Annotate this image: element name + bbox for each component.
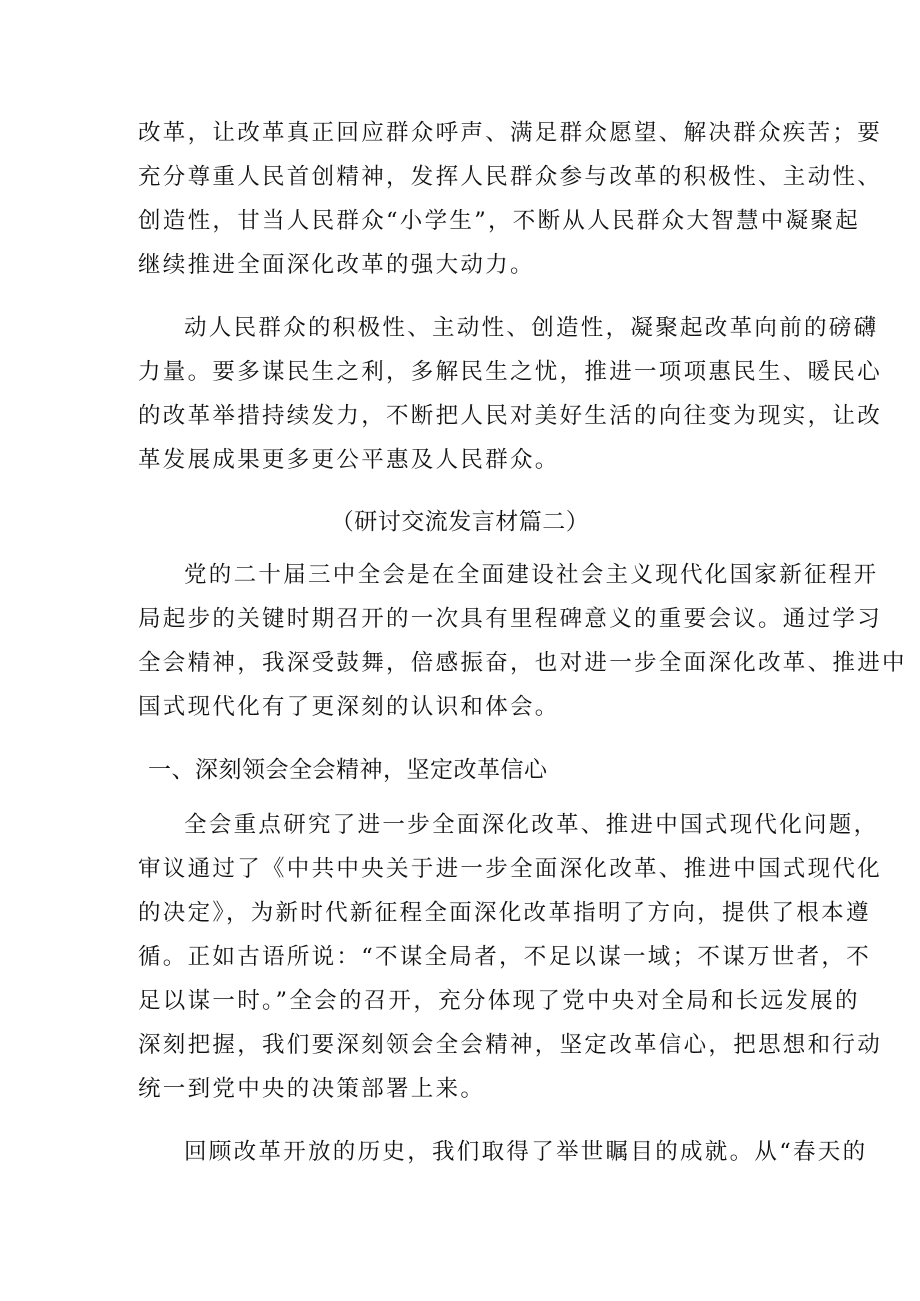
- paragraph-line: 动人民群众的积极性、主动性、创造性，凝聚起改革向前的磅礴: [184, 315, 879, 341]
- paragraph-line: 深刻把握，我们要深刻领会全会精神，坚定改革信心，把思想和行动: [138, 1032, 883, 1058]
- section-title: （研讨交流发言材篇二）: [330, 509, 590, 535]
- paragraph-line: 回顾改革开放的历史，我们取得了举世瞩目的成就。从“春天的: [184, 1139, 868, 1165]
- paragraph-line: 充分尊重人民首创精神，发挥人民群众参与改革的积极性、主动性、: [138, 164, 883, 190]
- paragraph-line: 全会精神，我深受鼓舞，倍感振奋，也对进一步全面深化改革、推进中: [138, 650, 907, 676]
- paragraph-line: 足以谋一时。”全会的召开，充分体现了党中央对全局和长远发展的: [138, 988, 860, 1014]
- paragraph-line: 统一到党中央的决策部署上来。: [138, 1076, 486, 1102]
- paragraph-line: 国式现代化有了更深刻的认识和体会。: [138, 694, 560, 720]
- paragraph-line: 局起步的关键时期召开的一次具有里程碑意义的重要会议。通过学习: [138, 606, 883, 632]
- paragraph-line: 的决定》，为新时代新征程全面深化改革指明了方向，提供了根本遵: [138, 900, 871, 926]
- paragraph-line: 全会重点研究了进一步全面深化改革、推进中国式现代化问题，: [184, 812, 879, 838]
- paragraph-line: 力量。要多谋民生之利，多解民生之忧，推进一项项惠民生、暖民心: [138, 359, 883, 385]
- paragraph-line: 继续推进全面深化改革的强大动力。: [138, 252, 535, 278]
- paragraph-line: 循。正如古语所说：“不谋全局者，不足以谋一域；不谋万世者，不: [138, 944, 872, 970]
- section-heading: 一、深刻领会全会精神，坚定改革信心: [148, 757, 548, 783]
- paragraph-line: 革发展成果更多更公平惠及人民群众。: [138, 447, 560, 473]
- paragraph-line: 创造性，甘当人民群众“小学生”，不断从人民群众大智慧中凝聚起: [138, 208, 861, 234]
- paragraph-line: 改革，让改革真正回应群众呼声、满足群众愿望、解决群众疾苦；要: [138, 120, 883, 146]
- paragraph-line: 的改革举措持续发力，不断把人民对美好生活的向往变为现实，让改: [138, 403, 883, 429]
- paragraph-line: 党的二十届三中全会是在全面建设社会主义现代化国家新征程开: [184, 562, 879, 588]
- paragraph-line: 审议通过了《中共中央关于进一步全面深化改革、推进中国式现代化: [138, 856, 883, 882]
